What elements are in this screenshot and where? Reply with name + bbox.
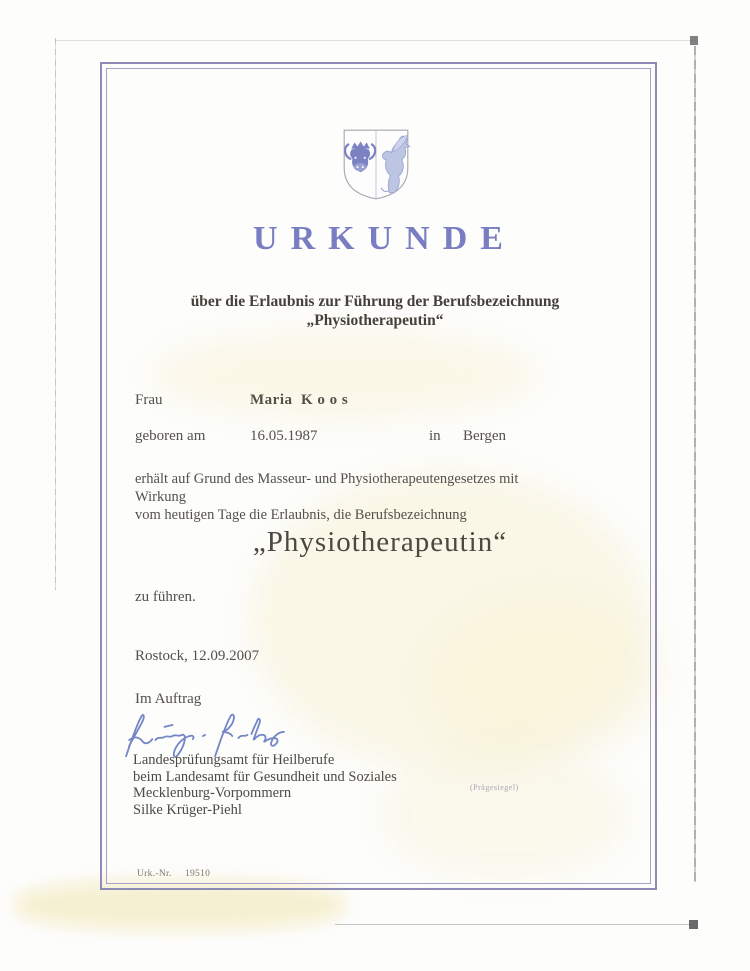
mecklenburg-vorpommern-coat-of-arms-icon bbox=[336, 127, 416, 203]
in-label: in bbox=[429, 428, 441, 444]
issuer-line-1: Landesprüfungsamt für Heilberufe bbox=[133, 752, 335, 768]
birth-date: 16.05.1987 bbox=[250, 428, 318, 444]
birth-place: Bergen bbox=[463, 428, 507, 444]
salutation-label: Frau bbox=[135, 392, 163, 408]
profession-title: „Physiotherapeutin“ bbox=[252, 526, 508, 558]
on-behalf-label: Im Auftrag bbox=[135, 691, 202, 707]
issuer-line-3: Mecklenburg-Vorpommern bbox=[133, 785, 292, 801]
subtitle-line-1: über die Erlaubnis zur Führung der Berufsbezeichnung bbox=[190, 293, 560, 310]
place-and-date: Rostock, 12.09.2007 bbox=[135, 648, 260, 664]
body-line-1: erhält auf Grund des Masseur- und Physiotherapeutengesetzes mit Wirkung bbox=[135, 471, 519, 505]
certificate-title: URKUNDE bbox=[253, 220, 516, 257]
body-line-2: vom heutigen Tage die Erlaubnis, die Berufsbezeichnung bbox=[135, 507, 467, 523]
issuer-line-2: beim Landesamt für Gesundheit und Soziales bbox=[133, 768, 397, 785]
closing-phrase: zu führen. bbox=[135, 589, 196, 605]
signer-name: Silke Krüger-Piehl bbox=[133, 801, 242, 818]
born-label: geboren am bbox=[135, 428, 206, 444]
body-paragraph bbox=[135, 470, 565, 524]
recipient-name: Maria K o o s bbox=[250, 392, 349, 408]
document-number: Urk.-Nr. 19510 bbox=[137, 869, 211, 879]
issuer-block bbox=[133, 752, 397, 818]
subtitle-line-2: „Physiotherapeutin“ bbox=[306, 312, 444, 329]
certificate-subtitle bbox=[0, 292, 750, 330]
seal-note: (Prägesiegel) bbox=[470, 783, 519, 792]
